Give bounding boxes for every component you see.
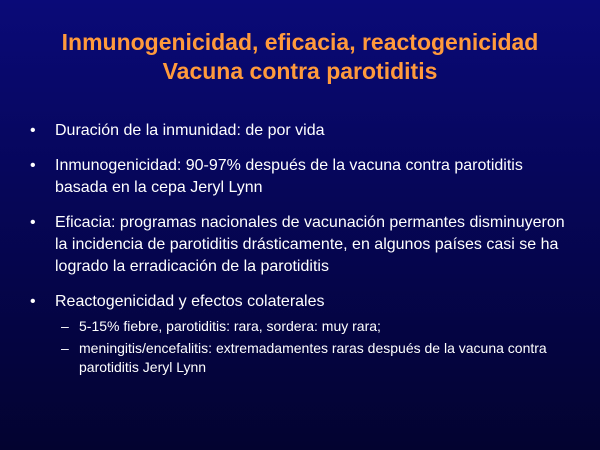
bullet-text: Reactogenicidad y efectos colaterales bbox=[55, 293, 325, 310]
bullet-item-reactogenicity bbox=[28, 291, 568, 377]
sub-bullet-text: 5-15% fiebre, parotiditis: rara, sordera: muy rara; bbox=[79, 318, 381, 334]
bullet-marker: • bbox=[30, 293, 36, 310]
sub-bullet-list bbox=[55, 317, 568, 377]
sub-bullet-marker: – bbox=[61, 318, 69, 334]
bullet-marker: • bbox=[30, 122, 36, 139]
bullet-item-duration bbox=[28, 120, 568, 142]
bullet-marker: • bbox=[30, 214, 36, 231]
bullet-text: Eficacia: programas nacionales de vacunación permantes disminuyeron la incidencia de parotiditis drásticamente, en algunos países casi se ha logrado la erradicación de la parotiditis bbox=[55, 214, 565, 275]
bullet-marker: • bbox=[30, 157, 36, 174]
sub-bullet-marker: – bbox=[61, 340, 69, 356]
bullet-text: Inmunogenicidad: 90-97% después de la vacuna contra parotiditis basada en la cepa Jeryl Lynn bbox=[55, 157, 523, 196]
slide-title bbox=[0, 28, 600, 86]
bullet-list bbox=[28, 120, 568, 390]
sub-bullet-item-meningitis bbox=[55, 339, 568, 377]
bullet-item-efficacy bbox=[28, 212, 568, 278]
bullet-item-immunogenicity bbox=[28, 155, 568, 199]
sub-bullet-item-side-effects bbox=[55, 317, 568, 336]
slide-title-line-1: Inmunogenicidad, eficacia, reactogenicidad bbox=[61, 29, 539, 55]
bullet-text: Duración de la inmunidad: de por vida bbox=[55, 122, 325, 139]
sub-bullet-text: meningitis/encefalitis: extremadamentes raras después de la vacuna contra parotiditis Jeryl Lynn bbox=[79, 340, 547, 375]
slide-title-line-2: Vacuna contra parotiditis bbox=[162, 58, 438, 84]
